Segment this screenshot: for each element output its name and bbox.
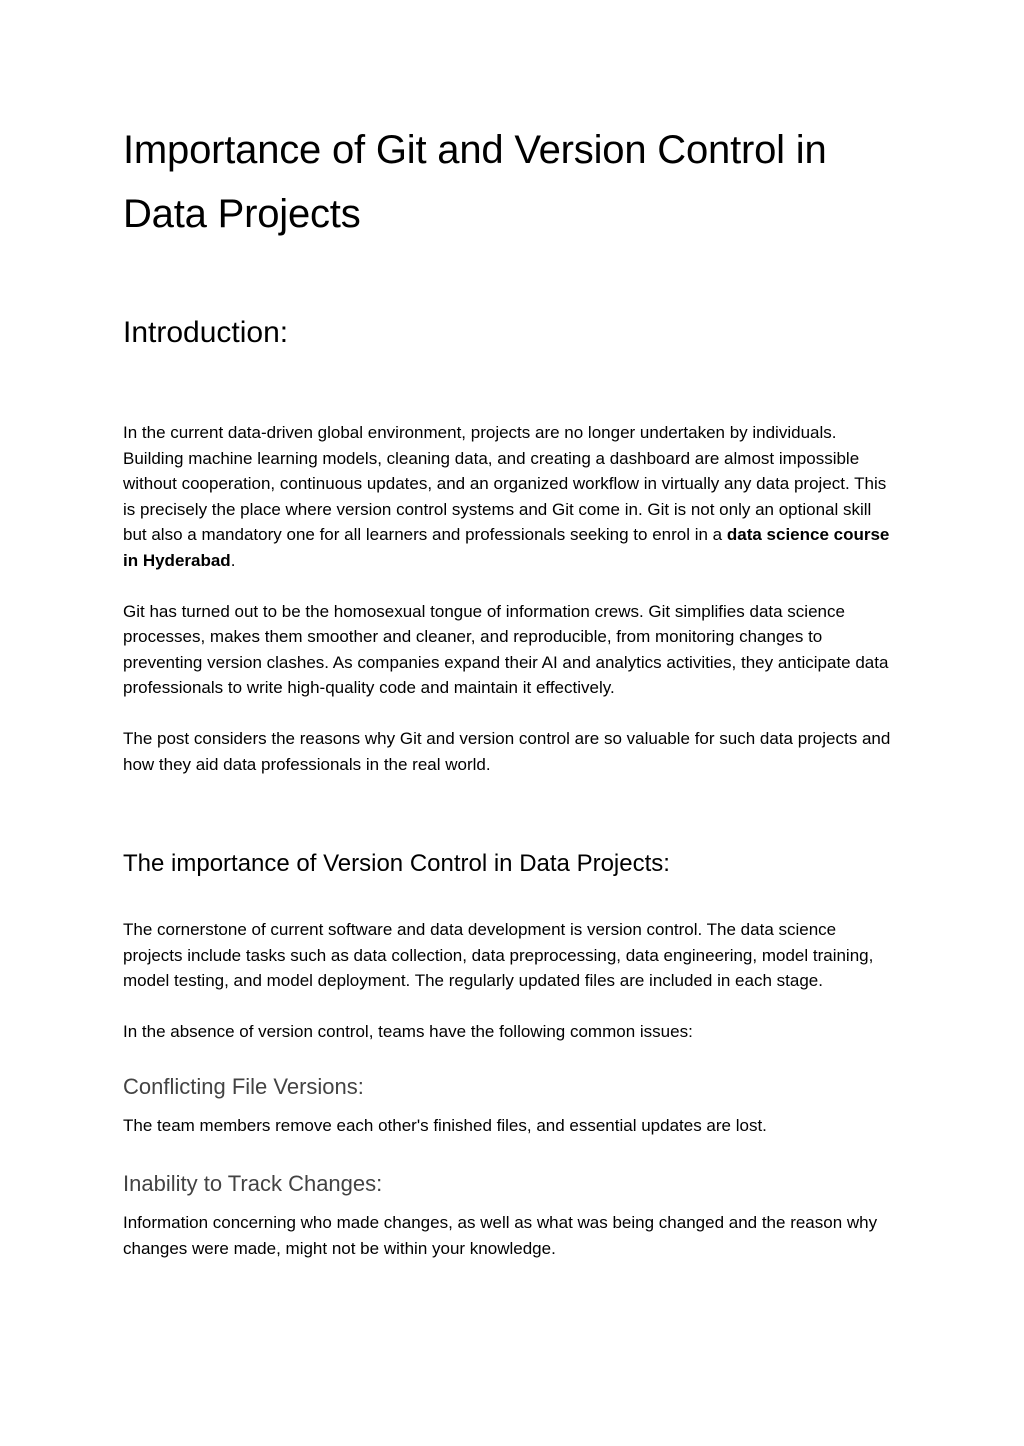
spacer	[123, 574, 893, 599]
paragraph-intro-3: The post considers the reasons why Git and version control are so valuable for such data projects and how they aid data professionals in the real world.	[123, 728, 891, 774]
paragraph-vc-2: In the absence of version control, teams have the following common issues:	[123, 1021, 693, 1041]
spacer	[123, 994, 893, 1019]
paragraph-intro-1-text-after: .	[230, 550, 236, 570]
spacer	[123, 1045, 893, 1073]
spacer	[123, 352, 893, 420]
paragraph-intro-2: Git has turned out to be the homosexual tongue of information crews. Git simplifies data science processes, makes them smoother and cleaner, and reproducible, from monitoring changes to preventing version clashes. As companies expand their AI and analytics activities, they anticipate data professionals to write high-quality code and maintain it effectively.	[123, 601, 889, 698]
section-heading-introduction: Introduction:	[123, 316, 289, 349]
subsection-heading-inability-to-track-changes: Inability to Track Changes:	[123, 1171, 383, 1197]
document-title: Importance of Git and Version Control in Data Projects	[123, 128, 827, 236]
spacer	[123, 879, 893, 917]
spacer	[123, 701, 893, 726]
spacer	[123, 777, 893, 849]
spacer	[123, 1138, 893, 1170]
document-content	[123, 118, 893, 1261]
paragraph-intro-1-text-before: In the current data-driven global environment, projects are no longer undertaken by individuals. Building machine learning models, cleaning data, and creating a dashboard are almost impossible without cooperation, continuous updates, and an organized workflow in virtually any data project. This is precisely the place where version control systems and Git come in. Git is not only an optional skill but also a mandatory one for all learners and professionals seeking to enrol in a	[123, 423, 887, 545]
section-heading-version-control-importance: The importance of Version Control in Data Projects:	[123, 850, 670, 878]
paragraph-conflicting-file-versions: The team members remove each other's finished files, and essential updates are lost.	[123, 1115, 767, 1135]
paragraph-inability-to-track-changes: Information concerning who made changes, as well as what was being changed and the reason why changes were made, might not be within your knowledge.	[123, 1213, 878, 1258]
paragraph-intro-1	[123, 420, 893, 574]
subsection-heading-conflicting-file-versions: Conflicting File Versions:	[123, 1073, 364, 1099]
spacer	[123, 1198, 893, 1210]
spacer	[123, 246, 893, 314]
spacer	[123, 1101, 893, 1113]
paragraph-intro-1-bold-phrase: data science course in Hyderabad	[123, 525, 890, 570]
paragraph-vc-1: The cornerstone of current software and data development is version control. The data science projects include tasks such as data collection, data preprocessing, data engineering, model training, model testing, and model deployment. The regularly updated files are included in each stage.	[123, 920, 874, 991]
